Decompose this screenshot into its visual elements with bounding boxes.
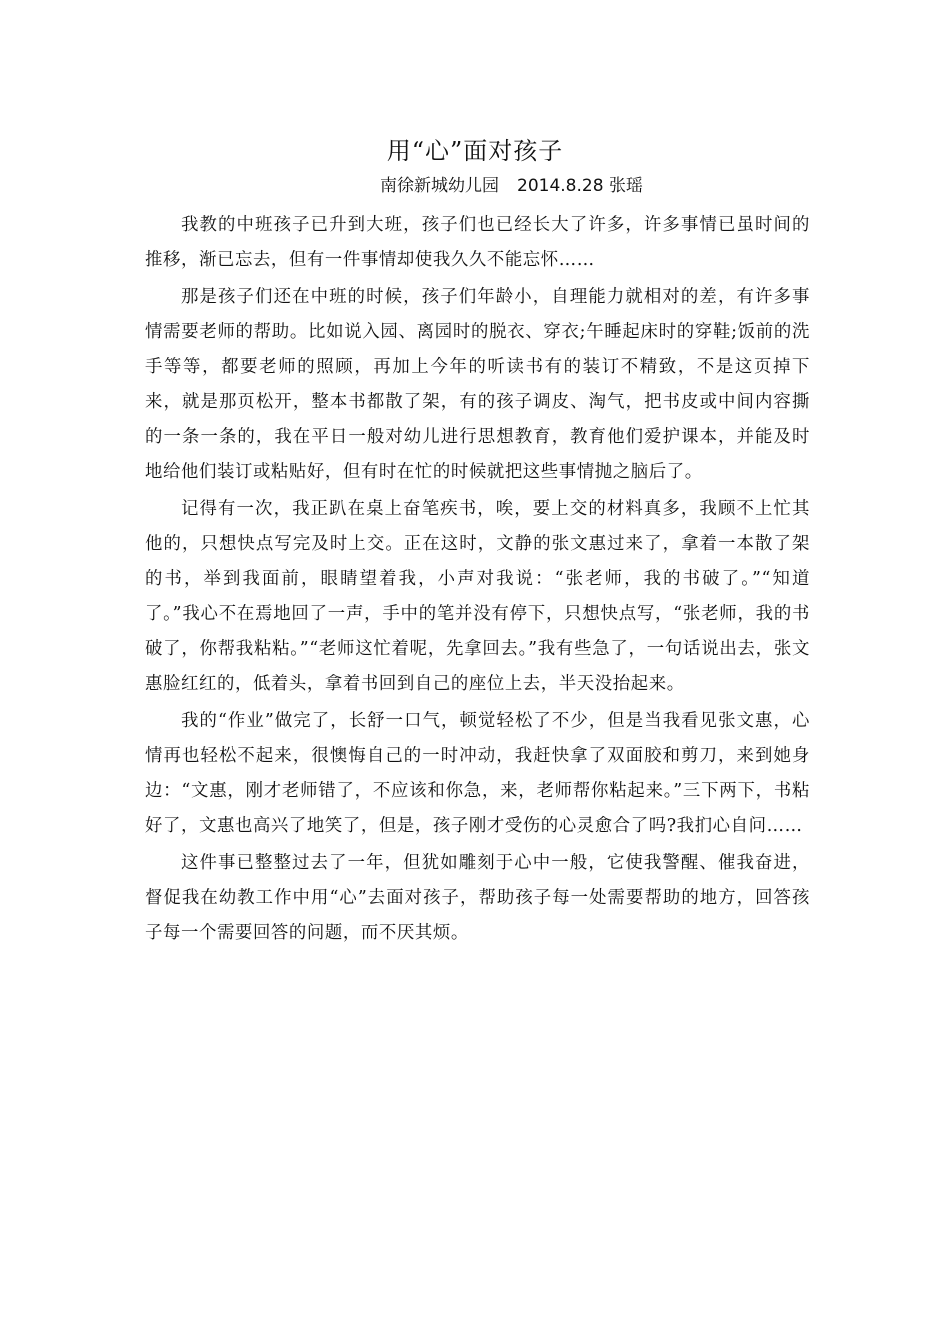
byline-date: 2014.8.28: [517, 176, 604, 196]
document-body: [145, 208, 810, 953]
paragraph: 记得有一次，我正趴在桌上奋笔疾书，唉，要上交的材料真多，我顾不上忙其他的，只想快点写完及时上交。正在这时，文静的张文惠过来了，拿着一本散了架的书，举到我面前，眼睛望着我，小声对我说：“张老师，我的书破了。”“知道了。”我心不在焉地回了一声，手中的笔并没有停下，只想快点写，“张老师，我的书破了，你帮我粘粘。”“老师这忙着呢，先拿回去。”我有些急了，一句话说出去，张文惠脸红红的，低着头，拿着书回到自己的座位上去，半天没抬起来。: [145, 499, 810, 694]
byline-author: 张瑶: [608, 176, 643, 196]
paragraph: 我教的中班孩子已升到大班，孩子们也已经长大了许多，许多事情已虽时间的推移，渐已忘去，但有一件事情却使我久久不能忘怀……: [145, 215, 810, 270]
byline-org: 南徐新城幼儿园: [380, 176, 499, 196]
document-title: 用“心”面对孩子: [386, 137, 564, 165]
document-byline: [380, 174, 800, 198]
paragraph: 我的“作业”做完了，长舒一口气，顿觉轻松了不少，但是当我看见张文惠，心情再也轻松不起来，很懊悔自己的一时冲动，我赶快拿了双面胶和剪刀，来到她身边：“文惠，刚才老师错了，不应该和你急，来，老师帮你粘起来。”三下两下，书粘好了，文惠也高兴了地笑了，但是，孩子刚才受伤的心灵愈合了吗?我扪心自问……: [145, 711, 810, 836]
paragraph: 这件事已整整过去了一年，但犹如雕刻于心中一般，它使我警醒、催我奋进，督促我在幼教工作中用“心”去面对孩子，帮助孩子每一处需要帮助的地方，回答孩子每一个需要回答的问题，而不厌其烦。: [145, 853, 810, 943]
paragraph: 那是孩子们还在中班的时候，孩子们年龄小，自理能力就相对的差，有许多事情需要老师的帮助。比如说入园、离园时的脱衣、穿衣;午睡起床时的穿鞋;饭前的洗手等等，都要老师的照顾，再加上今年的听读书有的装订不精致，不是这页掉下来，就是那页松开，整本书都散了架，有的孩子调皮、淘气，把书皮或中间内容撕的一条一条的，我在平日一般对幼儿进行思想教育，教育他们爱护课本，并能及时地给他们装订或粘贴好，但有时在忙的时候就把这些事情抛之脑后了。: [145, 287, 810, 482]
